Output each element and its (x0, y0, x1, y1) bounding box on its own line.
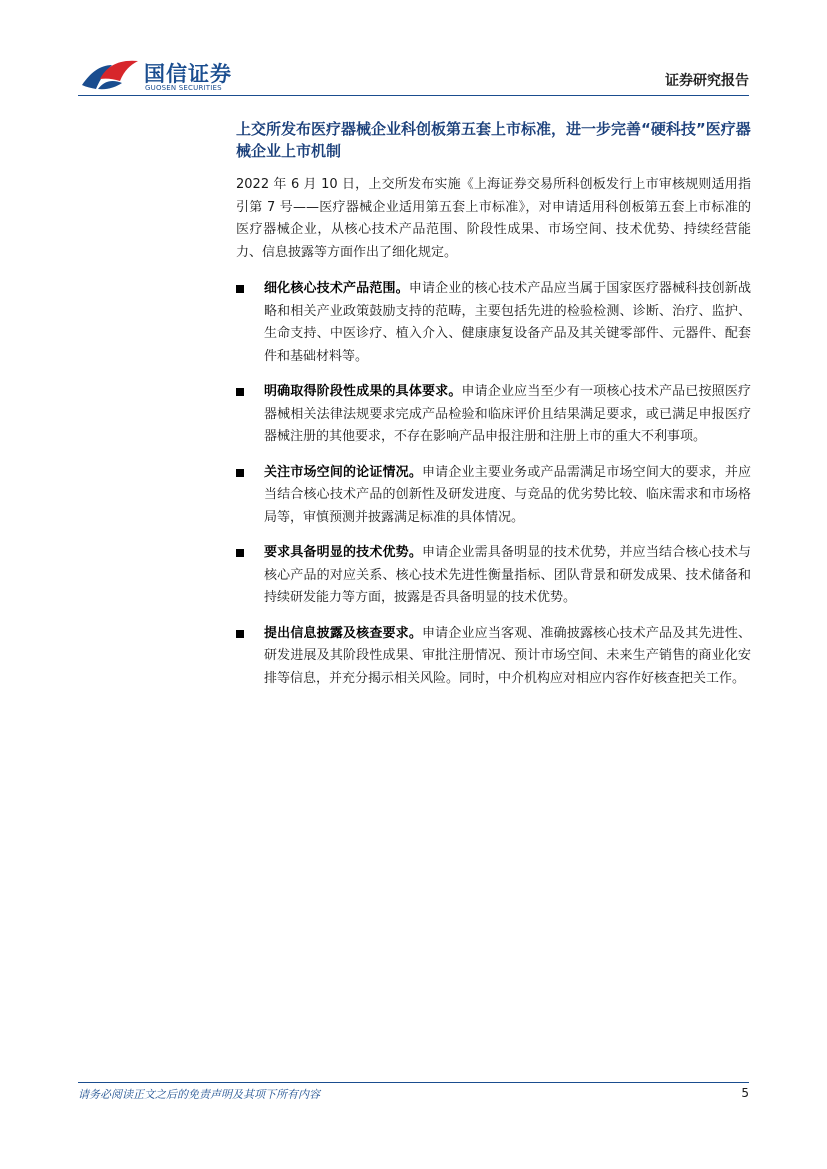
square-bullet-icon (236, 285, 244, 293)
disclaimer-note: 请务必阅读正文之后的免责声明及其项下所有内容 (78, 1088, 320, 1101)
square-bullet-icon (236, 388, 244, 396)
square-bullet-icon (236, 469, 244, 477)
footer-divider (78, 1082, 749, 1083)
logo-subtext: GUOSEN SECURITIES (145, 84, 222, 92)
bullet-list (236, 278, 751, 690)
page-number: 5 (741, 1086, 749, 1100)
square-bullet-icon (236, 630, 244, 638)
bullet-text: 申请企业的核心技术产品应当属于国家医疗器械科技创新战略和相关产业政策鼓励支持的范畴，主要包括先进的检验检测、诊断、治疗、监护、生命支持、中医诊疗、植入介入、健康康复设备产品及其关键零部件、元器件、配套件和基础材料等。 (264, 281, 751, 364)
bullet-text: 申请企业应当客观、准确披露核心技术产品及其先进性、研发进展及其阶段性成果、审批注册情况、预计市场空间、未来生产销售的商业化安排等信息，并充分揭示相关风险。同时，中介机构应对相应内容作好核查把关工作。 (264, 625, 751, 686)
bullet-item (236, 278, 751, 368)
logo-text: 国信证券 (144, 62, 232, 86)
bullet-lead: 明确取得阶段性成果的具体要求。 (264, 384, 462, 399)
bullet-lead: 要求具备明显的技术优势。 (264, 545, 422, 560)
main-content (236, 118, 751, 703)
square-bullet-icon (236, 549, 244, 557)
header-divider (78, 95, 749, 96)
guosen-logo-icon (80, 55, 140, 91)
bullet-item (236, 381, 751, 449)
page-header (0, 0, 827, 100)
report-type-label: 证券研究报告 (665, 73, 749, 89)
bullet-item (236, 623, 751, 691)
intro-paragraph: 2022 年 6 月 10 日，上交所发布实施《上海证券交易所科创板发行上市审核规则适用指引第 7 号——医疗器械企业适用第五套上市标准》，对申请适用科创板第五套上市标准的医疗器械企业，从核心技术产品范围、阶段性成果、市场空间、技术优势、持续经营能力、信息披露等方面作出了细化规定。 (236, 177, 751, 260)
section-title: 上交所发布医疗器械企业科创板第五套上市标准，进一步完善“硬科技”医疗器械企业上市机制 (236, 120, 751, 160)
bullet-lead: 提出信息披露及核查要求。 (264, 625, 422, 641)
bullet-text: 申请企业主要业务或产品需满足市场空间大的要求，并应当结合核心技术产品的创新性及研发进度、与竞品的优劣势比较、临床需求和市场格局等，审慎预测并披露满足标准的具体情况。 (264, 464, 751, 525)
bullet-text: 申请企业应当至少有一项核心技术产品已按照医疗器械相关法律法规要求完成产品检验和临床评价且结果满足要求，或已满足申报医疗器械注册的其他要求，不存在影响产品申报注册和注册上市的重大不利事项。 (264, 384, 751, 444)
bullet-item (236, 462, 751, 530)
bullet-item (236, 542, 751, 610)
bullet-lead: 细化核心技术产品范围。 (264, 281, 409, 296)
bullet-text: 申请企业需具备明显的技术优势，并应当结合核心技术与核心产品的对应关系、核心技术先进性衡量指标、团队背景和研发成果、技术储备和持续研发能力等方面，披露是否具备明显的技术优势。 (264, 545, 751, 605)
bullet-lead: 关注市场空间的论证情况。 (264, 464, 422, 480)
